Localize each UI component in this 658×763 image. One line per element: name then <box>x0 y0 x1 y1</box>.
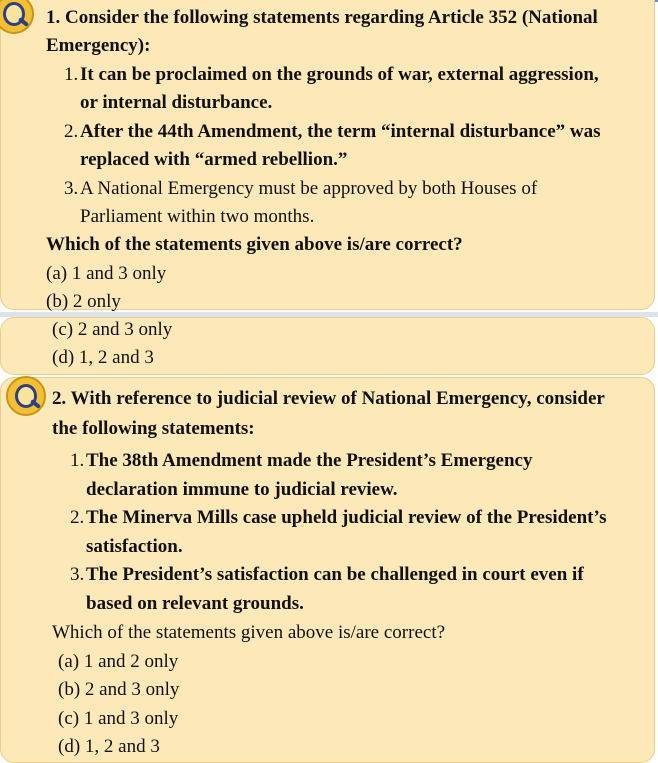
q1-option-c: (c) 2 and 3 only <box>52 319 173 340</box>
q2-stem-line-2: the following statements: <box>52 418 255 439</box>
q2-statement-3-line-2: based on relevant grounds. <box>86 593 304 614</box>
q1-option-b: (b) 2 only <box>46 291 121 312</box>
q2-option-d: (d) 1, 2 and 3 <box>58 736 160 757</box>
q1-statement-3-line-2: Parliament within two months. <box>80 206 315 227</box>
q1-option-d: (d) 1, 2 and 3 <box>52 347 154 368</box>
q2-statement-2-line-2: satisfaction. <box>86 536 183 557</box>
q2-statement-1-line-1: The 38th Amendment made the President’s Emergency <box>86 450 533 471</box>
q2-statement-2-number: 2. <box>70 507 85 528</box>
q2-stem-line-1: 2. With reference to judicial review of National Emergency, consider <box>52 388 605 409</box>
q1-statement-1-line-1: It can be proclaimed on the grounds of war, external aggression, <box>80 64 599 85</box>
q1-option-a: (a) 1 and 3 only <box>46 263 167 284</box>
q1-statement-1-line-2: or internal disturbance. <box>80 92 273 113</box>
q2-option-a: (a) 1 and 2 only <box>58 651 179 672</box>
q2-option-b: (b) 2 and 3 only <box>58 679 180 700</box>
q-badge-icon <box>6 376 46 416</box>
q1-statement-2-number: 2. <box>64 121 79 142</box>
q1-statement-3-line-1: A National Emergency must be approved by both Houses of <box>80 178 538 199</box>
q2-question: Which of the statements given above is/are correct? <box>52 622 446 643</box>
q1-stem-line-2: Emergency): <box>46 35 151 56</box>
q1-statement-2-line-2: replaced with “armed rebellion.” <box>80 149 348 170</box>
q1-question: Which of the statements given above is/are correct? <box>46 234 463 255</box>
q2-statement-1-number: 1. <box>70 450 85 471</box>
q2-statement-1-line-2: declaration immune to judicial review. <box>86 479 398 500</box>
q2-statement-2-line-1: The Minerva Mills case upheld judicial review of the President’s <box>86 507 607 528</box>
q2-statement-3-line-1: The President’s satisfaction can be challenged in court even if <box>86 564 584 585</box>
q2-statement-3-number: 3. <box>70 564 85 585</box>
q1-stem-line-1: 1. Consider the following statements regarding Article 352 (National <box>46 7 598 28</box>
q2-option-c: (c) 1 and 3 only <box>58 708 179 729</box>
q1-statement-1-number: 1. <box>64 64 79 85</box>
q1-statement-2-line-1: After the 44th Amendment, the term “internal disturbance” was <box>80 121 601 142</box>
q1-statement-3-number: 3. <box>64 178 79 199</box>
